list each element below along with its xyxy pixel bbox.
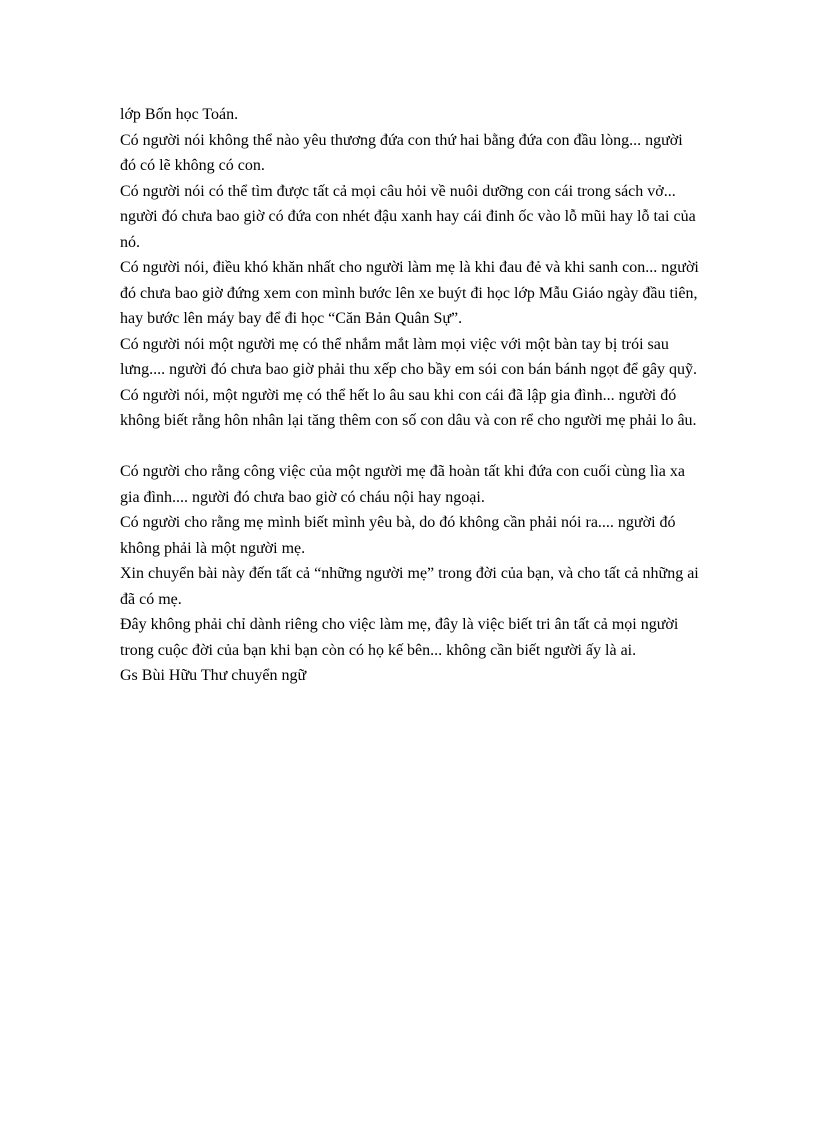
text-line: trong cuộc đời của bạn khi bạn còn có họ kế bên... không cần biết người ấy là ai. <box>120 641 637 659</box>
text-line: lớp Bốn học Toán. <box>120 106 239 123</box>
text-line: Có người nói không thể nào yêu thương đứa con thứ hai bằng đứa con đầu lòng... người <box>120 131 683 149</box>
text-line: Có người cho rằng mẹ mình biết mình yêu bà, do đó không cần phải nói ra.... người đó <box>120 514 676 531</box>
text-line: Có người nói, một người mẹ có thể hết lo âu sau khi con cái đã lập gia đình... người đó <box>120 386 677 404</box>
text-line: đó có lẽ không có con. <box>120 157 265 174</box>
paragraph-gap <box>120 434 700 460</box>
text-line: đó chưa bao giờ đứng xem con mình bước lên xe buýt đi học lớp Mẫu Giáo ngày đầu tiên, <box>120 284 698 302</box>
text-line: Có người cho rằng công việc của một người mẹ đã hoàn tất khi đứa con cuối cùng lìa xa <box>120 463 686 480</box>
text-line: Có người nói có thể tìm được tất cả mọi câu hỏi về nuôi dưỡng con cái trong sách vở... <box>120 182 676 200</box>
text-line: không biết rằng hôn nhân lại tăng thêm con số con dâu và con rể cho người mẹ phải lo âu. <box>120 412 697 429</box>
document-body <box>120 102 700 689</box>
text-line: gia đình.... người đó chưa bao giờ có cháu nội hay ngoại. <box>120 488 485 506</box>
text-line: đã có mẹ. <box>120 590 182 608</box>
text-line: hay bước lên máy bay để đi học “Căn Bản Quân Sự”. <box>120 310 463 327</box>
text-line: nó. <box>120 233 140 251</box>
signature-line: Gs Bùi Hữu Thư chuyển ngữ <box>120 667 307 684</box>
text-line: Có người nói, điều khó khăn nhất cho người làm mẹ là khi đau đẻ và khi sanh con... người <box>120 259 699 276</box>
text-line: Xin chuyển bài này đến tất cả “những người mẹ” trong đời của bạn, và cho tất cả những ai <box>120 565 699 582</box>
text-line: Có người nói một người mẹ có thể nhắm mắt làm mọi việc với một bàn tay bị trói sau <box>120 335 669 353</box>
text-line: lưng.... người đó chưa bao giờ phải thu xếp cho bầy em sói con bán bánh ngọt để gây quỹ. <box>120 361 698 378</box>
text-line: người đó chưa bao giờ có đứa con nhét đậu xanh hay cái đinh ốc vào lỗ mũi hay lỗ tai của <box>120 208 696 225</box>
text-line: Đây không phải chỉ dành riêng cho việc làm mẹ, đây là việc biết tri ân tất cả mọi người <box>120 616 679 633</box>
text-line: không phải là một người mẹ. <box>120 539 306 557</box>
